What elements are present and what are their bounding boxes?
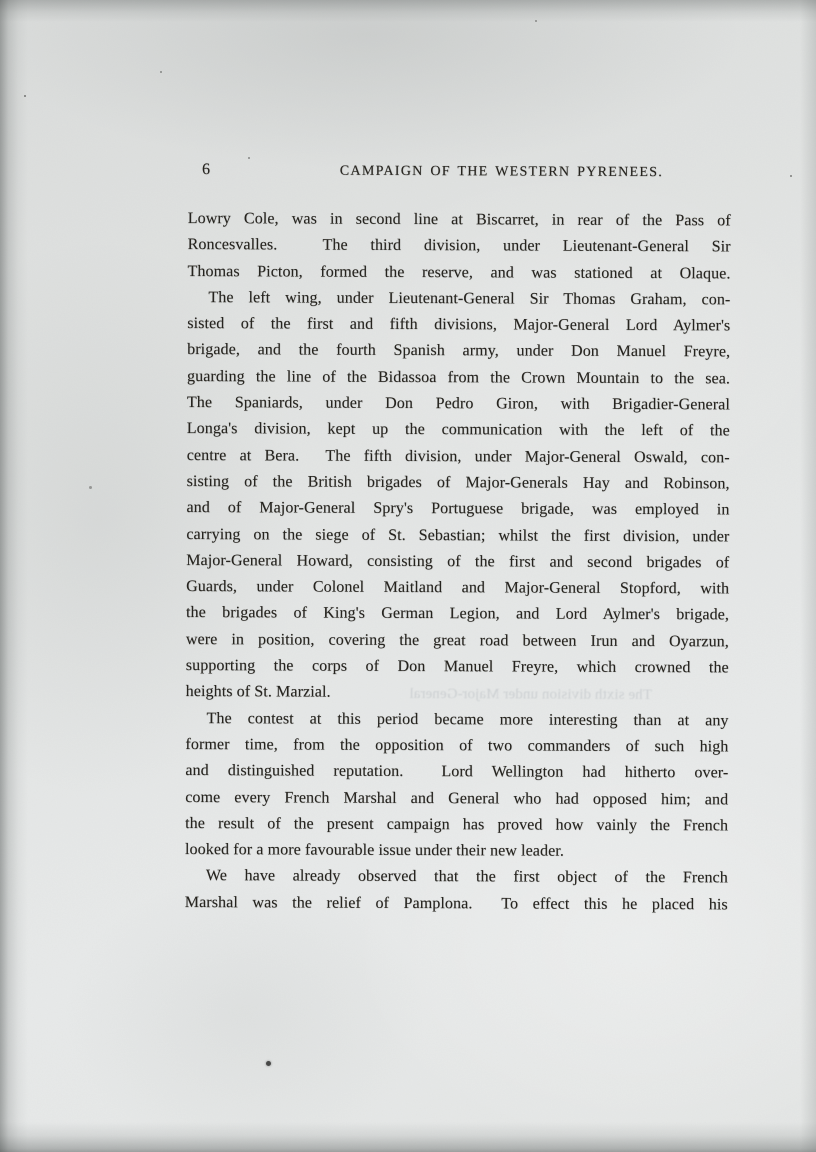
dust-speck: [160, 71, 162, 73]
text-line: supporting the corps of Don Manuel Freyre, which crowned the: [185, 657, 729, 677]
dust-speck: [24, 95, 26, 97]
dust-speck: [535, 20, 537, 22]
paragraph: [186, 285, 731, 708]
dust-speck: [89, 486, 92, 489]
text-line: were in position, covering the great road between Irun and Oyarzun,: [185, 630, 729, 651]
paragraph: [185, 706, 729, 866]
text-line: the result of the present campaign has proved how vainly the French: [185, 814, 729, 835]
page-text-column: [185, 206, 731, 918]
text-line: Roncesvalles. The third division, under Lieutenant-General Sir: [187, 236, 731, 256]
bleed-through-text: The sixth division under Major-General: [409, 685, 653, 704]
dust-speck: [266, 1061, 271, 1066]
text-line: brigade, and the fourth Spanish army, under Don Manuel Freyre,: [187, 341, 731, 361]
text-line: Major-General Howard, consisting of the first and second brigades of: [186, 551, 730, 572]
text-line: The left wing, under Lieutenant-General Sir Thomas Graham, con-: [208, 288, 731, 309]
running-header: [188, 160, 731, 184]
text-line: Guards, under Colonel Maitland and Major-General Stopford, with: [186, 578, 730, 598]
text-line: sisted of the first and fifth divisions, Major-General Lord Aylmer's: [187, 315, 731, 335]
text-line: Marshal was the relief of Pamplona. To effect this he placed his: [184, 893, 728, 914]
paragraph: [187, 206, 730, 287]
text-line: carrying on the siege of St. Sebastian; whilst the first division, under: [186, 525, 730, 545]
text-line: and distinguished reputation. Lord Wellington had hitherto over-: [185, 762, 729, 782]
page-content: [185, 160, 731, 918]
running-header-title: CAMPAIGN OF THE WESTERN PYRENEES.: [339, 163, 664, 181]
page-edge-shadow-bottom: [0, 1122, 816, 1152]
text-line: We have already observed that the first object of the French: [205, 867, 728, 887]
text-line: former time, from the opposition of two commanders of such high: [185, 735, 729, 756]
text-line: the brigades of King's German Legion, and Lord Aylmer's brigade,: [185, 604, 730, 624]
page-edge-shadow-top: [0, 0, 816, 22]
paragraph: [185, 863, 728, 918]
dust-speck: [790, 175, 792, 177]
text-line: Lowry Cole, was in second line at Biscarret, in rear of the Pass of: [187, 209, 731, 230]
text-line: The Spaniards, under Don Pedro Giron, with Brigadier-General: [186, 394, 730, 414]
text-line: heights of St. Marzial.: [185, 683, 331, 701]
text-line: come every French Marshal and General who had opposed him; and: [185, 788, 729, 808]
text-line: looked for a more favourable issue under their new leader.: [184, 841, 565, 860]
page-edge-shadow-left: [0, 0, 28, 1152]
text-line: Thomas Picton, formed the reserve, and was stationed at Olaque.: [187, 262, 731, 282]
text-line: sisting of the British brigades of Major-Generals Hay and Robinson,: [186, 472, 730, 493]
page-number: 6: [201, 161, 211, 179]
text-line: centre at Bera. The fifth division, under Major-General Oswald, con-: [186, 446, 730, 467]
text-line: guarding the line of the Bidassoa from the Crown Mountain to the sea.: [187, 367, 731, 388]
text-line: Longa's division, kept up the communication with the left of the: [186, 420, 730, 440]
text-line: The contest at this period became more interesting than at any: [206, 709, 729, 730]
page-edge-shadow-right: [800, 0, 816, 1152]
text-line: and of Major-General Spry's Portuguese brigade, was employed in: [186, 499, 730, 519]
dust-speck: [248, 157, 250, 159]
